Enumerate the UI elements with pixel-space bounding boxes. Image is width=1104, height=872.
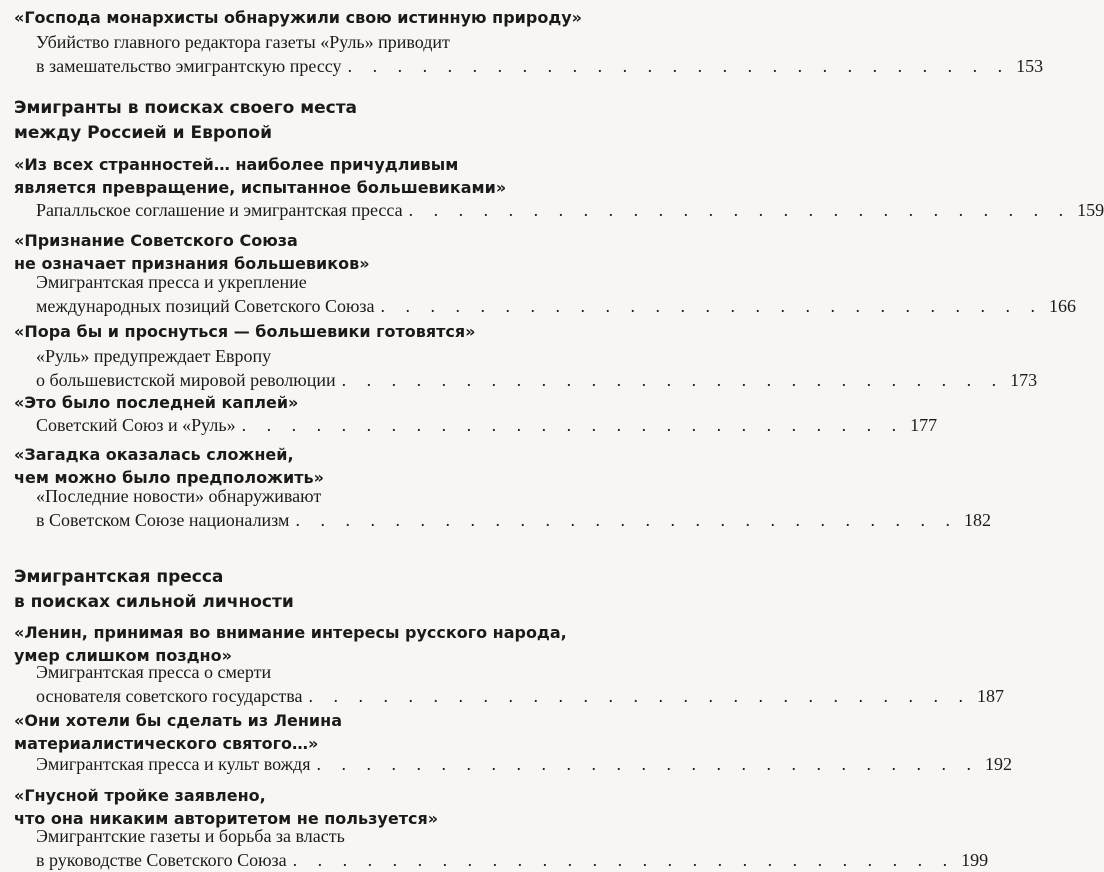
dot-leader: . . . . . . . . . . . . . . . . . . . . . . . . . . . (308, 686, 971, 706)
dot-leader: . . . . . . . . . . . . . . . . . . . . . . . . . . . (292, 850, 956, 870)
toc-entry-line: в руководстве Советского Союза . . . . . . . . . . . . . . . . . . . . . . . . . . . 199 (36, 850, 989, 870)
toc-entry-description: Эмигрантские газеты и борьба за власть в руководстве Советского Союза . . . . . . . . . . . . . . . . . . . . . . . . . . . 199 (36, 826, 989, 870)
toc-entry-line: международных позиций Советского Союза . . . . . . . . . . . . . . . . . . . . . . . . . . . 166 (36, 296, 1077, 316)
page-number[interactable]: 187 (976, 686, 1004, 706)
dot-leader: . . . . . . . . . . . . . . . . . . . . . . . . . . . (316, 754, 979, 774)
toc-entry-line: в Советском Союзе национализм . . . . . . . . . . . . . . . . . . . . . . . . . . . 182 (36, 510, 991, 530)
page-number[interactable]: 192 (985, 754, 1012, 774)
section-heading: Эмигрантская пресса в поисках сильной личности (14, 567, 294, 612)
toc-entry-title: «Это было последней каплей» (14, 393, 299, 412)
toc-entry-title: «Господа монархисты обнаружили свою истинную природу» (14, 8, 582, 27)
toc-entry-title: «Гнусной тройке заявлено, что она никаким авторитетом не пользуется» (14, 786, 439, 828)
dot-leader: . . . . . . . . . . . . . . . . . . . . . . . . . . . (347, 56, 1011, 76)
toc-entry-description (36, 198, 1104, 222)
page-number[interactable]: 159 (1077, 200, 1104, 220)
page-number[interactable]: 199 (961, 850, 989, 870)
toc-entry-line: о большевистской мировой революции . . . . . . . . . . . . . . . . . . . . . . . . . . . 173 (36, 370, 1038, 390)
toc-entry-title: «Признание Советского Союза не означает признания большевиков» (14, 231, 370, 273)
page-number[interactable]: 173 (1010, 370, 1038, 390)
dot-leader: . . . . . . . . . . . . . . . . . . . . . . . . . . . (408, 200, 1072, 220)
page-number[interactable]: 177 (910, 415, 938, 435)
dot-leader: . . . . . . . . . . . . . . . . . . . . . . . . . . . (380, 296, 1044, 316)
toc-entry-line: Советский Союз и «Руль» . . . . . . . . . . . . . . . . . . . . . . . . . . . 177 (36, 415, 938, 435)
toc-entry-description: «Руль» предупреждает Европу о большевистской мировой революции . . . . . . . . . . . . . . . . . . . . . . . . . . . 173 (36, 346, 1038, 390)
page-number[interactable]: 166 (1049, 296, 1077, 316)
toc-entry-line: Рапалльское соглашение и эмигрантская пресса . . . . . . . . . . . . . . . . . . . . . . . . . . . 159 (36, 200, 1104, 220)
toc-entry-title: «Из всех странностей… наиболее причудливым является превращение, испытанное большевиками» (14, 155, 507, 197)
dot-leader: . . . . . . . . . . . . . . . . . . . . . . . . . . . (241, 415, 905, 435)
section-heading: Эмигранты в поисках своего места между Россией и Европой (14, 98, 358, 143)
dot-leader: . . . . . . . . . . . . . . . . . . . . . . . . . . . (341, 370, 1005, 390)
toc-entry-title: «Пора бы и проснуться — большевики готовятся» (14, 322, 476, 341)
page-number[interactable]: 182 (963, 510, 991, 530)
toc-entry-title: «Ленин, принимая во внимание интересы русского народа, умер слишком поздно» (14, 623, 567, 665)
toc-entry-line: основателя советского государства . . . . . . . . . . . . . . . . . . . . . . . . . . . 187 (36, 686, 1004, 706)
toc-entry-title: «Загадка оказалась сложней, чем можно было предположить» (14, 445, 324, 487)
dot-leader: . . . . . . . . . . . . . . . . . . . . . . . . . . . (295, 510, 958, 530)
toc-entry-title: «Они хотели бы сделать из Ленина материалистического святого…» (14, 711, 342, 753)
toc-entry-description (36, 752, 1012, 776)
toc-entry-description (36, 413, 938, 437)
toc-entry-line: Эмигрантская пресса и культ вождя . . . . . . . . . . . . . . . . . . . . . . . . . . . 192 (36, 754, 1012, 774)
toc-entry-description: Эмигрантская пресса о смерти основателя советского государства . . . . . . . . . . . . . . . . . . . . . . . . . . . 187 (36, 662, 1004, 706)
toc-entry-line: в замешательство эмигрантскую прессу . . . . . . . . . . . . . . . . . . . . . . . . . . . 153 (36, 56, 1044, 76)
page-number[interactable]: 153 (1016, 56, 1044, 76)
toc-entry-description: «Последние новости» обнаруживают в Советском Союзе национализм . . . . . . . . . . . . . . . . . . . . . . . . . . . 182 (36, 486, 991, 530)
toc-entry-description: Убийство главного редактора газеты «Руль» приводит в замешательство эмигрантскую прессу . . . . . . . . . . . . . . . . . . . . . . . . . . . 153 (36, 32, 1044, 76)
toc-entry-description: Эмигрантская пресса и укрепление международных позиций Советского Союза . . . . . . . . . . . . . . . . . . . . . . . . . . . 166 (36, 272, 1077, 316)
